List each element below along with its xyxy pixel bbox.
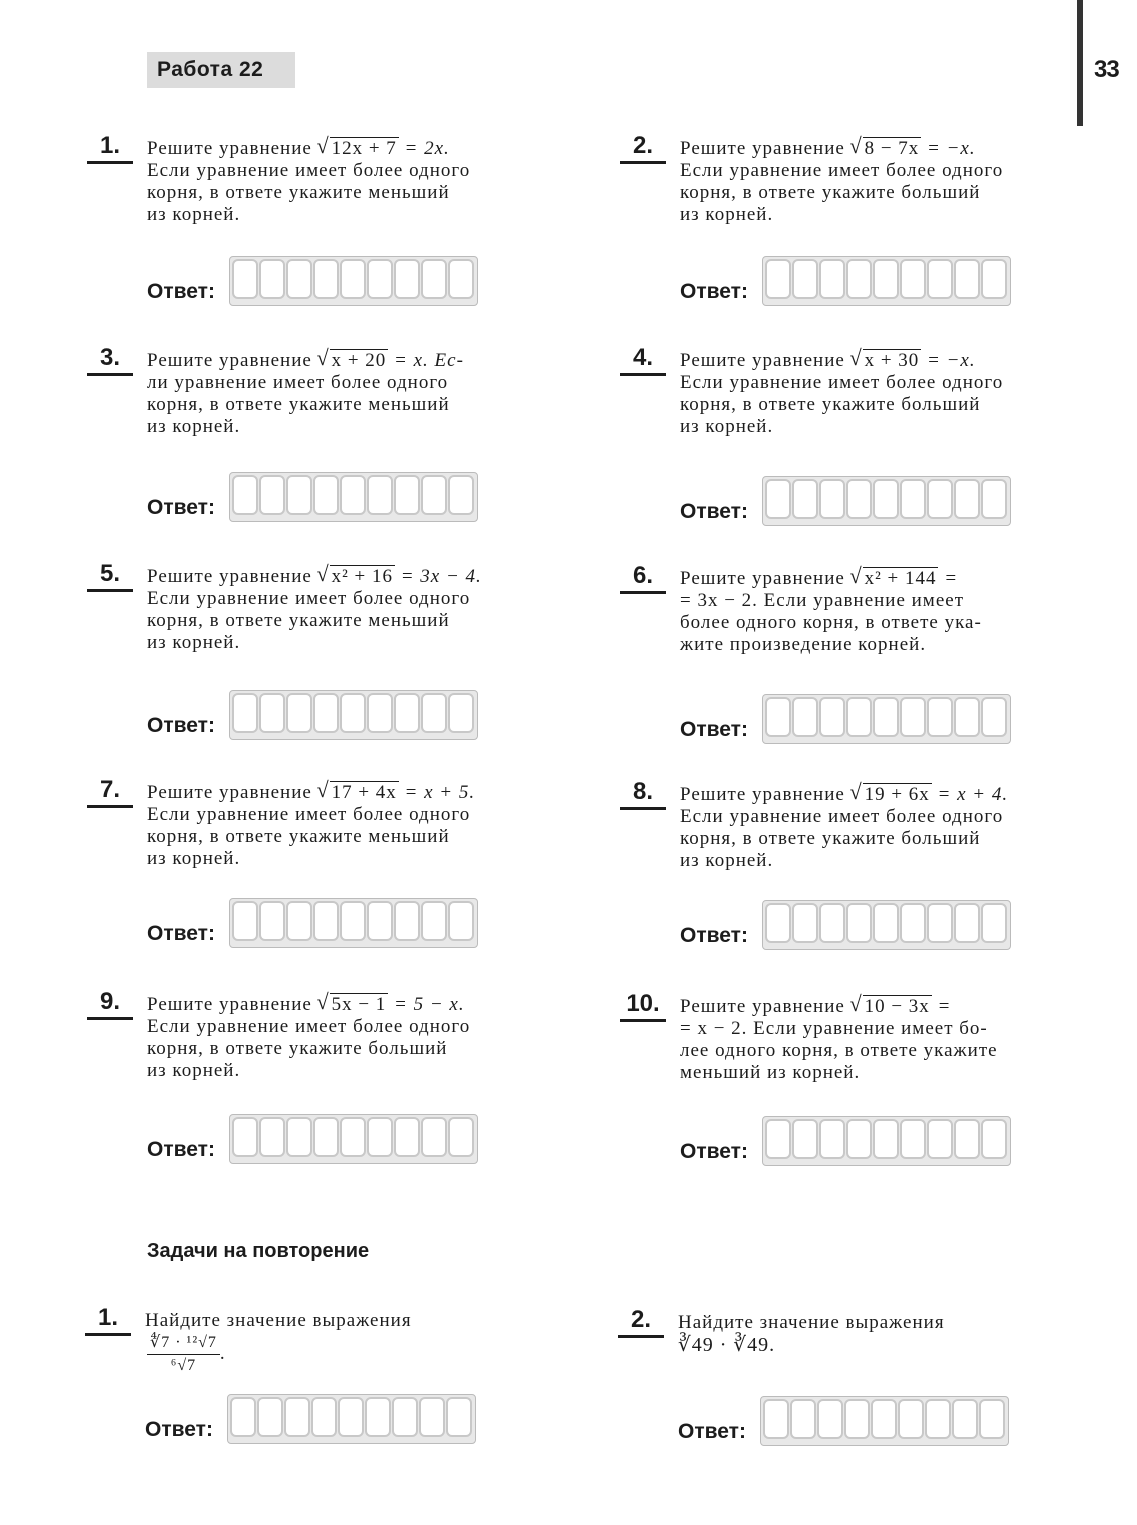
task-text bbox=[147, 994, 597, 1082]
answer-cell[interactable] bbox=[765, 1119, 791, 1159]
answer-row bbox=[680, 478, 1011, 526]
answer-cell[interactable] bbox=[232, 693, 258, 733]
answer-cell[interactable] bbox=[819, 479, 845, 519]
answer-cell[interactable] bbox=[873, 697, 899, 737]
answer-cell[interactable] bbox=[259, 475, 285, 515]
answer-cell[interactable] bbox=[900, 259, 926, 299]
answer-cell[interactable] bbox=[954, 697, 980, 737]
equation-rhs: = 3x − 4. bbox=[400, 566, 482, 587]
task-line: Если уравнение имеет более одного bbox=[680, 160, 1004, 181]
task-line bbox=[680, 784, 1130, 806]
task-6 bbox=[632, 562, 1130, 656]
task-text bbox=[145, 1310, 595, 1377]
answer-cell[interactable] bbox=[792, 259, 818, 299]
task-line: Если уравнение имеет более одного bbox=[147, 1016, 471, 1037]
answer-cell[interactable] bbox=[313, 475, 339, 515]
answer-cell[interactable] bbox=[927, 1119, 953, 1159]
answer-cell[interactable] bbox=[792, 479, 818, 519]
task-text bbox=[680, 784, 1130, 872]
task-lead: Решите уравнение bbox=[147, 782, 312, 803]
answer-cell[interactable] bbox=[900, 479, 926, 519]
task-number: 1. bbox=[85, 1304, 131, 1336]
task-line: Если уравнение имеет более одного bbox=[147, 588, 471, 609]
answer-cell[interactable] bbox=[979, 1399, 1005, 1439]
answer-cell[interactable] bbox=[367, 1117, 393, 1157]
answer-cells[interactable] bbox=[229, 1114, 478, 1164]
answer-cell[interactable] bbox=[232, 901, 258, 941]
task-line: Если уравнение имеет более одного bbox=[147, 804, 471, 825]
task-text bbox=[147, 138, 597, 226]
task-line: Найдите значение выражения bbox=[678, 1312, 945, 1333]
answer-cells[interactable] bbox=[762, 694, 1011, 744]
answer-cell[interactable] bbox=[421, 259, 447, 299]
answer-cell[interactable] bbox=[846, 903, 872, 943]
equation-radical: √ 17 + 4x bbox=[318, 782, 399, 804]
answer-row bbox=[147, 474, 478, 522]
answer-cell[interactable] bbox=[765, 479, 791, 519]
task-lead: Решите уравнение bbox=[680, 350, 845, 371]
equation-rhs: = x. Ес- bbox=[394, 350, 464, 371]
answer-row bbox=[147, 258, 478, 306]
answer-cell[interactable] bbox=[817, 1399, 843, 1439]
answer-cell[interactable] bbox=[873, 259, 899, 299]
answer-cell[interactable] bbox=[873, 1119, 899, 1159]
answer-cell[interactable] bbox=[981, 479, 1007, 519]
task-text bbox=[147, 350, 597, 438]
answer-cell[interactable] bbox=[954, 903, 980, 943]
task-lead: Решите уравнение bbox=[680, 138, 845, 159]
section-title-review: Задачи на повторение bbox=[147, 1240, 370, 1262]
task-number: 3. bbox=[87, 344, 133, 376]
task-line: из корней. bbox=[147, 632, 241, 653]
answer-cell[interactable] bbox=[259, 901, 285, 941]
equation-rhs: = −x. bbox=[927, 350, 976, 371]
answer-cell[interactable] bbox=[230, 1397, 256, 1437]
answer-cell[interactable] bbox=[898, 1399, 924, 1439]
equation-radical: √ x + 20 bbox=[318, 350, 389, 372]
task-line bbox=[147, 138, 597, 160]
review-task-2 bbox=[630, 1306, 1128, 1357]
task-text bbox=[147, 782, 597, 870]
answer-cell[interactable] bbox=[981, 1119, 1007, 1159]
answer-cell[interactable] bbox=[367, 475, 393, 515]
answer-cell[interactable] bbox=[338, 1397, 364, 1437]
answer-cell[interactable] bbox=[927, 259, 953, 299]
task-line bbox=[147, 566, 597, 588]
equation-radical: √ x² + 144 bbox=[851, 568, 939, 590]
answer-cell[interactable] bbox=[954, 479, 980, 519]
answer-row bbox=[680, 696, 1011, 744]
task-line bbox=[147, 782, 597, 804]
answer-cell[interactable] bbox=[925, 1399, 951, 1439]
answer-row bbox=[678, 1398, 1009, 1446]
answer-label: Ответ: bbox=[145, 1418, 213, 1441]
answer-cell[interactable] bbox=[313, 259, 339, 299]
task-lead: Решите уравнение bbox=[147, 994, 312, 1015]
answer-cell[interactable] bbox=[394, 901, 420, 941]
equation-radical: √ 5x − 1 bbox=[318, 994, 389, 1016]
task-line: более одного корня, в ответе ука- bbox=[680, 612, 982, 633]
answer-cell[interactable] bbox=[232, 1117, 258, 1157]
answer-cells[interactable] bbox=[229, 898, 478, 948]
equation-radical: √ x² + 16 bbox=[318, 566, 395, 588]
task-lead: Решите уравнение bbox=[680, 996, 845, 1017]
task-line: = x − 2. Если уравнение имеет бо- bbox=[680, 1018, 988, 1039]
answer-cell[interactable] bbox=[286, 259, 312, 299]
task-line: корня, в ответе укажите меньший bbox=[147, 182, 450, 203]
answer-cell[interactable] bbox=[981, 697, 1007, 737]
answer-cell[interactable] bbox=[419, 1397, 445, 1437]
answer-cell[interactable] bbox=[421, 901, 447, 941]
answer-cell[interactable] bbox=[900, 1119, 926, 1159]
answer-cell[interactable] bbox=[340, 1117, 366, 1157]
answer-cell[interactable] bbox=[954, 259, 980, 299]
task-line: = 3x − 2. Если уравнение имеет bbox=[680, 590, 965, 611]
task-line: из корней. bbox=[147, 416, 241, 437]
task-lead: Решите уравнение bbox=[680, 784, 845, 805]
task-expression: $\frac{\text{∜7 · ¹²√7}}{\text{⁶√7}}$ . bbox=[145, 1332, 595, 1377]
answer-cell[interactable] bbox=[846, 1119, 872, 1159]
task-line: корня, в ответе укажите больший bbox=[680, 828, 981, 849]
task-number: 10. bbox=[620, 990, 666, 1022]
answer-cell[interactable] bbox=[394, 1117, 420, 1157]
task-text bbox=[680, 568, 1130, 656]
answer-cells[interactable] bbox=[762, 476, 1011, 526]
answer-label: Ответ: bbox=[678, 1420, 746, 1443]
answer-cell[interactable] bbox=[367, 901, 393, 941]
task-expression: ∛49 · ∛49. bbox=[678, 1334, 776, 1356]
answer-cell[interactable] bbox=[446, 1397, 472, 1437]
task-line: из корней. bbox=[147, 1060, 241, 1081]
answer-cell[interactable] bbox=[394, 475, 420, 515]
answer-cell[interactable] bbox=[232, 259, 258, 299]
answer-cell[interactable] bbox=[367, 259, 393, 299]
task-line: корня, в ответе укажите меньший bbox=[147, 826, 450, 847]
equation-radical: √ 19 + 6x bbox=[851, 784, 932, 806]
task-line: ли уравнение имеет более одного bbox=[147, 372, 449, 393]
task-line bbox=[680, 350, 1130, 372]
task-text bbox=[147, 566, 597, 654]
task-number: 4. bbox=[620, 344, 666, 376]
answer-cell[interactable] bbox=[792, 697, 818, 737]
answer-row bbox=[680, 258, 1011, 306]
task-line: корня, в ответе укажите больший bbox=[680, 394, 981, 415]
task-line bbox=[680, 568, 1130, 590]
answer-cells[interactable] bbox=[760, 1396, 1009, 1446]
answer-cell[interactable] bbox=[421, 475, 447, 515]
answer-label: Ответ: bbox=[147, 280, 215, 303]
answer-cell[interactable] bbox=[819, 1119, 845, 1159]
answer-cell[interactable] bbox=[340, 259, 366, 299]
task-line: меньший из корней. bbox=[680, 1062, 861, 1083]
task-line: корня, в ответе укажите больший bbox=[147, 1038, 448, 1059]
answer-cell[interactable] bbox=[765, 259, 791, 299]
answer-cell[interactable] bbox=[819, 697, 845, 737]
task-10 bbox=[626, 990, 1130, 1084]
answer-cells[interactable] bbox=[229, 690, 478, 740]
answer-cell[interactable] bbox=[448, 693, 474, 733]
answer-cell[interactable] bbox=[311, 1397, 337, 1437]
task-4 bbox=[632, 344, 1130, 438]
answer-label: Ответ: bbox=[147, 922, 215, 945]
answer-cell[interactable] bbox=[952, 1399, 978, 1439]
answer-cell[interactable] bbox=[286, 901, 312, 941]
answer-cell[interactable] bbox=[819, 259, 845, 299]
answer-cell[interactable] bbox=[259, 259, 285, 299]
answer-cell[interactable] bbox=[259, 1117, 285, 1157]
task-line bbox=[147, 350, 597, 372]
task-number: 1. bbox=[87, 132, 133, 164]
answer-label: Ответ: bbox=[147, 1138, 215, 1161]
answer-cell[interactable] bbox=[819, 903, 845, 943]
answer-cell[interactable] bbox=[313, 693, 339, 733]
task-text bbox=[680, 350, 1130, 438]
answer-row bbox=[147, 692, 478, 740]
task-9 bbox=[99, 988, 597, 1082]
equation-radical: √ x + 30 bbox=[851, 350, 922, 372]
answer-cell[interactable] bbox=[927, 903, 953, 943]
answer-cell[interactable] bbox=[792, 903, 818, 943]
task-2 bbox=[632, 132, 1130, 226]
answer-cell[interactable] bbox=[790, 1399, 816, 1439]
answer-cell[interactable] bbox=[765, 903, 791, 943]
answer-cell[interactable] bbox=[927, 697, 953, 737]
task-line: из корней. bbox=[680, 850, 774, 871]
expression-fraction: $\frac{\text{∜7 · ¹²√7}}{\text{⁶√7}}$ bbox=[147, 1332, 220, 1377]
task-line: Если уравнение имеет более одного bbox=[680, 806, 1004, 827]
answer-label: Ответ: bbox=[147, 714, 215, 737]
answer-cell[interactable] bbox=[448, 475, 474, 515]
equation-rhs: = bbox=[944, 568, 959, 589]
task-line: лее одного корня, в ответе укажите bbox=[680, 1040, 998, 1061]
answer-cell[interactable] bbox=[448, 1117, 474, 1157]
equation-rhs: = 2x. bbox=[404, 138, 450, 159]
answer-label: Ответ: bbox=[680, 1140, 748, 1163]
task-line bbox=[680, 996, 1130, 1018]
task-number: 2. bbox=[620, 132, 666, 164]
equation-rhs: = x + 4. bbox=[937, 784, 1009, 805]
task-line: корня, в ответе укажите меньший bbox=[147, 610, 450, 631]
answer-cell[interactable] bbox=[340, 693, 366, 733]
answer-cells[interactable] bbox=[229, 256, 478, 306]
answer-cell[interactable] bbox=[340, 901, 366, 941]
answer-row bbox=[680, 902, 1011, 950]
answer-cells[interactable] bbox=[227, 1394, 476, 1444]
answer-cell[interactable] bbox=[286, 693, 312, 733]
task-text bbox=[680, 996, 1130, 1084]
task-number: 7. bbox=[87, 776, 133, 808]
task-line: из корней. bbox=[680, 416, 774, 437]
equation-rhs: = x + 5. bbox=[404, 782, 476, 803]
review-task-1 bbox=[97, 1304, 595, 1377]
answer-cell[interactable] bbox=[365, 1397, 391, 1437]
answer-row bbox=[145, 1396, 476, 1444]
answer-cells[interactable] bbox=[762, 900, 1011, 950]
task-line: корня, в ответе укажите больший bbox=[680, 182, 981, 203]
answer-cell[interactable] bbox=[871, 1399, 897, 1439]
task-line: из корней. bbox=[680, 204, 774, 225]
answer-cell[interactable] bbox=[257, 1397, 283, 1437]
answer-cell[interactable] bbox=[284, 1397, 310, 1437]
answer-cell[interactable] bbox=[421, 1117, 447, 1157]
answer-cell[interactable] bbox=[448, 259, 474, 299]
answer-cell[interactable] bbox=[394, 259, 420, 299]
answer-cell[interactable] bbox=[286, 475, 312, 515]
answer-label: Ответ: bbox=[680, 718, 748, 741]
task-line bbox=[680, 138, 1130, 160]
task-line: из корней. bbox=[147, 848, 241, 869]
equation-radical: √ 10 − 3x bbox=[851, 996, 932, 1018]
task-lead: Решите уравнение bbox=[147, 138, 312, 159]
task-text bbox=[680, 138, 1130, 226]
answer-row bbox=[147, 900, 478, 948]
task-3 bbox=[99, 344, 597, 438]
answer-cell[interactable] bbox=[765, 697, 791, 737]
answer-row bbox=[147, 1116, 478, 1164]
answer-cell[interactable] bbox=[846, 259, 872, 299]
answer-cell[interactable] bbox=[844, 1399, 870, 1439]
task-lead: Решите уравнение bbox=[680, 568, 845, 589]
answer-cell[interactable] bbox=[792, 1119, 818, 1159]
answer-label: Ответ: bbox=[147, 496, 215, 519]
task-text bbox=[678, 1312, 1128, 1357]
task-line: из корней. bbox=[147, 204, 241, 225]
page-edge-rule bbox=[1077, 0, 1083, 126]
task-lead: Решите уравнение bbox=[147, 566, 312, 587]
task-line bbox=[147, 994, 597, 1016]
answer-cell[interactable] bbox=[981, 259, 1007, 299]
equation-rhs: = −x. bbox=[927, 138, 976, 159]
page-number: 33 bbox=[1094, 56, 1119, 83]
answer-cell[interactable] bbox=[392, 1397, 418, 1437]
answer-cell[interactable] bbox=[286, 1117, 312, 1157]
answer-cell[interactable] bbox=[232, 475, 258, 515]
answer-cell[interactable] bbox=[981, 903, 1007, 943]
task-1 bbox=[99, 132, 597, 226]
answer-cell[interactable] bbox=[846, 479, 872, 519]
answer-cell[interactable] bbox=[846, 697, 872, 737]
task-line: Если уравнение имеет более одного bbox=[680, 372, 1004, 393]
answer-label: Ответ: bbox=[680, 280, 748, 303]
answer-cell[interactable] bbox=[313, 901, 339, 941]
task-line: жите произведение корней. bbox=[680, 634, 927, 655]
answer-cell[interactable] bbox=[873, 479, 899, 519]
equation-rhs: = 5 − x. bbox=[394, 994, 465, 1015]
task-8 bbox=[632, 778, 1130, 872]
answer-cell[interactable] bbox=[927, 479, 953, 519]
task-number: 9. bbox=[87, 988, 133, 1020]
task-5 bbox=[99, 560, 597, 654]
answer-label: Ответ: bbox=[680, 500, 748, 523]
task-number: 5. bbox=[87, 560, 133, 592]
work-title: Работа 22 bbox=[147, 52, 295, 88]
task-line: Если уравнение имеет более одного bbox=[147, 160, 471, 181]
answer-label: Ответ: bbox=[680, 924, 748, 947]
task-lead: Решите уравнение bbox=[147, 350, 312, 371]
answer-cells[interactable] bbox=[762, 256, 1011, 306]
answer-cells[interactable] bbox=[762, 1116, 1011, 1166]
answer-cell[interactable] bbox=[340, 475, 366, 515]
answer-cell[interactable] bbox=[421, 693, 447, 733]
answer-cell[interactable] bbox=[873, 903, 899, 943]
task-line: корня, в ответе укажите меньший bbox=[147, 394, 450, 415]
task-line: Найдите значение выражения bbox=[145, 1310, 412, 1331]
answer-cell[interactable] bbox=[900, 697, 926, 737]
answer-row bbox=[680, 1118, 1011, 1166]
answer-cell[interactable] bbox=[313, 1117, 339, 1157]
answer-cell[interactable] bbox=[763, 1399, 789, 1439]
equation-radical: √ 12x + 7 bbox=[318, 138, 399, 160]
answer-cell[interactable] bbox=[954, 1119, 980, 1159]
equation-radical: √ 8 − 7x bbox=[851, 138, 922, 160]
answer-cell[interactable] bbox=[394, 693, 420, 733]
answer-cell[interactable] bbox=[367, 693, 393, 733]
task-number: 6. bbox=[620, 562, 666, 594]
answer-cells[interactable] bbox=[229, 472, 478, 522]
task-number: 2. bbox=[618, 1306, 664, 1338]
answer-cell[interactable] bbox=[448, 901, 474, 941]
equation-rhs: = bbox=[937, 996, 952, 1017]
answer-cell[interactable] bbox=[900, 903, 926, 943]
answer-cell[interactable] bbox=[259, 693, 285, 733]
task-number: 8. bbox=[620, 778, 666, 810]
task-7 bbox=[99, 776, 597, 870]
